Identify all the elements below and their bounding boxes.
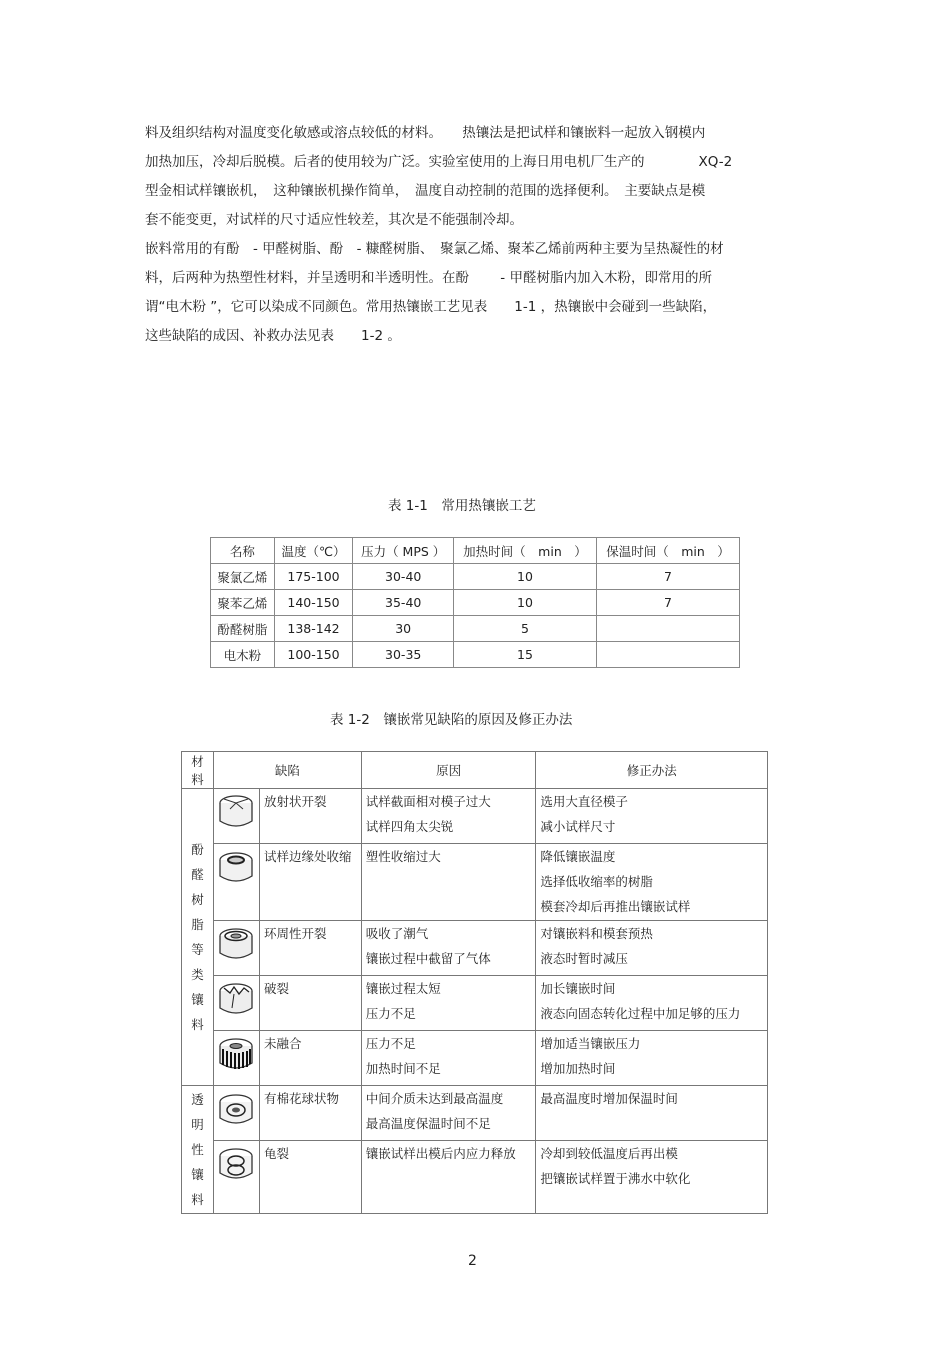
table-row bbox=[182, 1086, 768, 1141]
paragraph-line: 嵌料常用的有酚 - 甲醛树脂、酚 - 糠醛树脂、 聚氯乙烯、聚苯乙烯前两种主要为呈热凝性的材 bbox=[145, 241, 724, 257]
table-cell: 30 bbox=[353, 616, 454, 642]
body-paragraph bbox=[145, 119, 810, 351]
defect-image bbox=[213, 1031, 259, 1086]
cause-cell: 压力不足 加热时间不足 bbox=[361, 1031, 536, 1086]
material-cell: 酚 醛 树 脂 等 类 镶 料 bbox=[182, 789, 214, 1086]
defect-cell: 未融合 bbox=[259, 1031, 361, 1086]
table-cell: 酚醛树脂 bbox=[211, 616, 275, 642]
fix-cell: 增加适当镶嵌压力 增加加热时间 bbox=[536, 1031, 768, 1086]
table-cell: 7 bbox=[596, 564, 739, 590]
unfused-sample-icon bbox=[216, 1033, 256, 1075]
table-cell: 聚氯乙烯 bbox=[211, 564, 275, 590]
table1 bbox=[210, 537, 740, 668]
column-header: 压力（ MPS ） bbox=[353, 538, 454, 564]
table-row bbox=[182, 1141, 768, 1214]
page-number: 2 bbox=[468, 1253, 477, 1269]
cause-cell: 塑性收缩过大 bbox=[361, 844, 536, 921]
fix-cell: 降低镶嵌温度 选择低收缩率的树脂 模套冷却后再推出镶嵌试样 bbox=[536, 844, 768, 921]
paragraph-line: 加热加压，冷却后脱模。后者的使用较为广泛。实验室使用的上海日用电机厂生产的 XQ-2 bbox=[145, 154, 733, 170]
table-cell: 聚苯乙烯 bbox=[211, 590, 275, 616]
table-cell: 100-150 bbox=[274, 642, 353, 668]
table1-caption: 表 1-1 常用热镶嵌工艺 bbox=[388, 498, 536, 514]
defect-image bbox=[213, 976, 259, 1031]
fix-cell: 最高温度时增加保温时间 bbox=[536, 1086, 768, 1141]
fracture-sample-icon bbox=[216, 978, 256, 1020]
cause-cell: 试样截面相对模子过大 试样四角太尖锐 bbox=[361, 789, 536, 844]
column-header: 名称 bbox=[211, 538, 275, 564]
table-cell: 10 bbox=[453, 564, 596, 590]
table-cell: 140-150 bbox=[274, 590, 353, 616]
table-row bbox=[211, 590, 740, 616]
cause-cell: 镶嵌试样出模后内应力释放 bbox=[361, 1141, 536, 1214]
table-cell: 10 bbox=[453, 590, 596, 616]
table-cell: 7 bbox=[596, 590, 739, 616]
radial-crack-sample-icon bbox=[216, 791, 256, 833]
paragraph-line: 套不能变更，对试样的尺寸适应性较差，其次是不能强制冷却。 bbox=[145, 212, 523, 228]
table-cell bbox=[596, 642, 739, 668]
table-cell: 电木粉 bbox=[211, 642, 275, 668]
table-cell: 15 bbox=[453, 642, 596, 668]
fix-cell: 对镶嵌料和模套预热 液态时暂时减压 bbox=[536, 921, 768, 976]
defect-cell: 环周性开裂 bbox=[259, 921, 361, 976]
column-header: 修正办法 bbox=[536, 752, 768, 789]
cause-cell: 中间介质未达到最高温度 最高温度保温时间不足 bbox=[361, 1086, 536, 1141]
table-row bbox=[182, 976, 768, 1031]
edge-shrink-sample-icon bbox=[216, 846, 256, 888]
paragraph-line: 谓“电木粉 ”，它可以染成不同颜色。常用热镶嵌工艺见表 1-1 ，热镶嵌中会碰到一些缺陷， bbox=[145, 299, 717, 315]
paragraph-line: 料，后两种为热塑性材料，并呈透明和半透明性。在酚 - 甲醛树脂内加入木粉，即常用的所 bbox=[145, 270, 712, 286]
column-header: 原因 bbox=[361, 752, 536, 789]
paragraph-line: 料及组织结构对温度变化敏感或溶点较低的材料。 热镶法是把试样和镶嵌料一起放入钢模内 bbox=[145, 125, 706, 141]
defect-cell: 有棉花球状物 bbox=[259, 1086, 361, 1141]
fix-cell: 冷却到较低温度后再出模 把镶嵌试样置于沸水中软化 bbox=[536, 1141, 768, 1214]
paragraph-line: 这些缺陷的成因、补救办法见表 1-2 。 bbox=[145, 328, 401, 344]
defect-cell: 破裂 bbox=[259, 976, 361, 1031]
defect-image bbox=[213, 1086, 259, 1141]
defect-image bbox=[213, 921, 259, 976]
defect-image bbox=[213, 1141, 259, 1214]
table-header-row bbox=[182, 752, 768, 789]
table-cell: 175-100 bbox=[274, 564, 353, 590]
table-cell: 30-40 bbox=[353, 564, 454, 590]
table-header-row bbox=[211, 538, 740, 564]
crazing-sample-icon bbox=[216, 1143, 256, 1185]
cause-cell: 镶嵌过程太短 压力不足 bbox=[361, 976, 536, 1031]
table-cell: 138-142 bbox=[274, 616, 353, 642]
defect-image bbox=[213, 844, 259, 921]
table-row bbox=[182, 921, 768, 976]
paragraph-line: 型金相试样镶嵌机， 这种镶嵌机操作简单， 温度自动控制的范围的选择便利。 主要缺点是模 bbox=[145, 183, 706, 199]
column-header: 缺陷 bbox=[213, 752, 361, 789]
column-header: 材料 bbox=[182, 752, 214, 789]
defect-cell: 试样边缘处收缩 bbox=[259, 844, 361, 921]
table-cell: 5 bbox=[453, 616, 596, 642]
column-header: 保温时间（ min ） bbox=[596, 538, 739, 564]
table-cell: 35-40 bbox=[353, 590, 454, 616]
defect-cell: 放射状开裂 bbox=[259, 789, 361, 844]
fix-cell: 选用大直径模子 减小试样尺寸 bbox=[536, 789, 768, 844]
material-cell: 透 明 性 镶 料 bbox=[182, 1086, 214, 1214]
defect-cell: 龟裂 bbox=[259, 1141, 361, 1214]
column-header: 温度（℃） bbox=[274, 538, 353, 564]
cotton-ball-sample-icon bbox=[216, 1088, 256, 1130]
table-row bbox=[211, 564, 740, 590]
table-row bbox=[211, 616, 740, 642]
table-row bbox=[182, 789, 768, 844]
table-cell bbox=[596, 616, 739, 642]
defect-image bbox=[213, 789, 259, 844]
table-row bbox=[182, 844, 768, 921]
cause-cell: 吸收了潮气 镶嵌过程中截留了气体 bbox=[361, 921, 536, 976]
circumferential-crack-sample-icon bbox=[216, 923, 256, 965]
table-row bbox=[211, 642, 740, 668]
table-cell: 30-35 bbox=[353, 642, 454, 668]
table2-caption: 表 1-2 镶嵌常见缺陷的原因及修正办法 bbox=[330, 712, 573, 728]
fix-cell: 加长镶嵌时间 液态向固态转化过程中加足够的压力 bbox=[536, 976, 768, 1031]
column-header: 加热时间（ min ） bbox=[453, 538, 596, 564]
table-row bbox=[182, 1031, 768, 1086]
table2 bbox=[181, 751, 768, 1214]
